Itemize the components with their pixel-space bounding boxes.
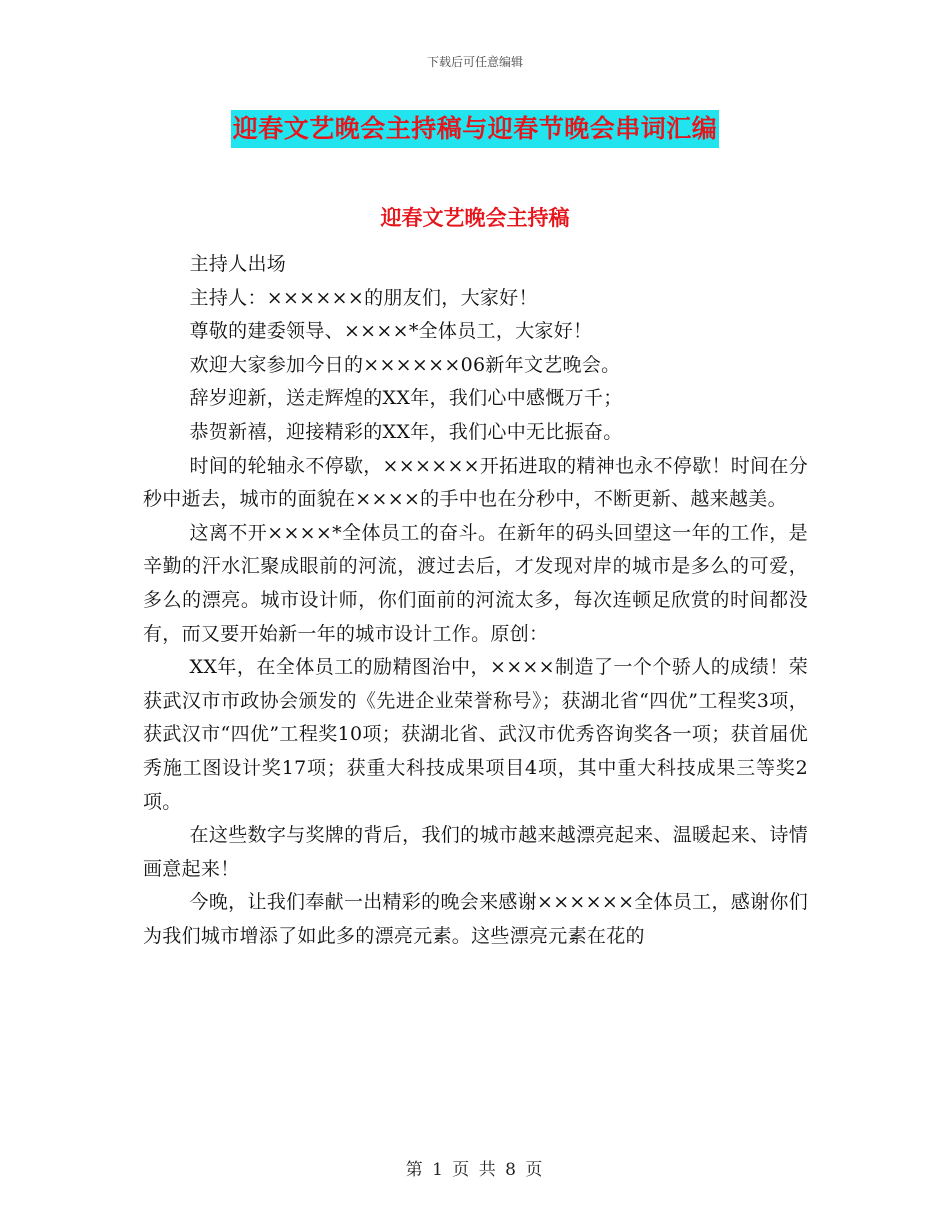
paragraph: 主持人：××××××的朋友们，大家好！ (189, 286, 538, 309)
paragraph: 主持人出场 (189, 253, 287, 275)
paragraph: 辞岁迎新，送走辉煌的XX年，我们心中感慨万千； (189, 387, 623, 410)
document-title-container (0, 110, 950, 148)
paragraph: 尊敬的建委领导、××××*全体员工，大家好！ (189, 320, 593, 343)
paragraph: 今晚，让我们奉献一出精彩的晚会来感谢××××××全体员工，感谢你们为我们城市增添了如此多的漂亮元素。这些漂亮元素在花的 (143, 891, 808, 947)
paragraph: 欢迎大家参加今日的××××××06新年文艺晚会。 (189, 353, 621, 376)
document-body (143, 248, 808, 953)
paragraph: 时间的轮轴永不停歇，××××××开拓进取的精神也永不停歇！时间在分秒中逝去，城市的面貌在××××的手中也在分秒中，不断更新、越来越美。 (143, 454, 808, 511)
paragraph: XX年，在全体员工的励精图治中，××××制造了一个个骄人的成绩！荣获武汉市市政协会颁发的《先进企业荣誉称号》；获湖北省“四优”工程奖3项，获武汉市“四优”工程奖10项；获湖北省、武汉市优秀咨询奖各一项；获首届优秀施工图设计奖17项；获重大科技成果项目4项，其中重大科技成果三等奖2项。 (143, 656, 808, 813)
page-header-note: 下载后可任意编辑 (426, 55, 523, 69)
paragraph: 恭贺新禧，迎接精彩的XX年，我们心中无比振奋。 (189, 420, 623, 443)
document-title: 迎春文艺晚会主持稿与迎春节晚会串词汇编 (231, 110, 720, 148)
page-number-footer: 第 1 页 共 8 页 (405, 1160, 545, 1180)
section-title: 迎春文艺晚会主持稿 (380, 206, 570, 230)
paragraph: 在这些数字与奖牌的背后，我们的城市越来越漂亮起来、温暖起来、诗情画意起来！ (143, 824, 808, 880)
paragraph: 这离不开××××*全体员工的奋斗。在新年的码头回望这一年的工作，是辛勤的汗水汇聚成眼前的河流，渡过去后，才发现对岸的城市是多么的可爱，多么的漂亮。城市设计师，你们面前的河流太多，每次连顿足欣赏的时间都没有，而又要开始新一年的城市设计工作。原创： (143, 521, 808, 645)
